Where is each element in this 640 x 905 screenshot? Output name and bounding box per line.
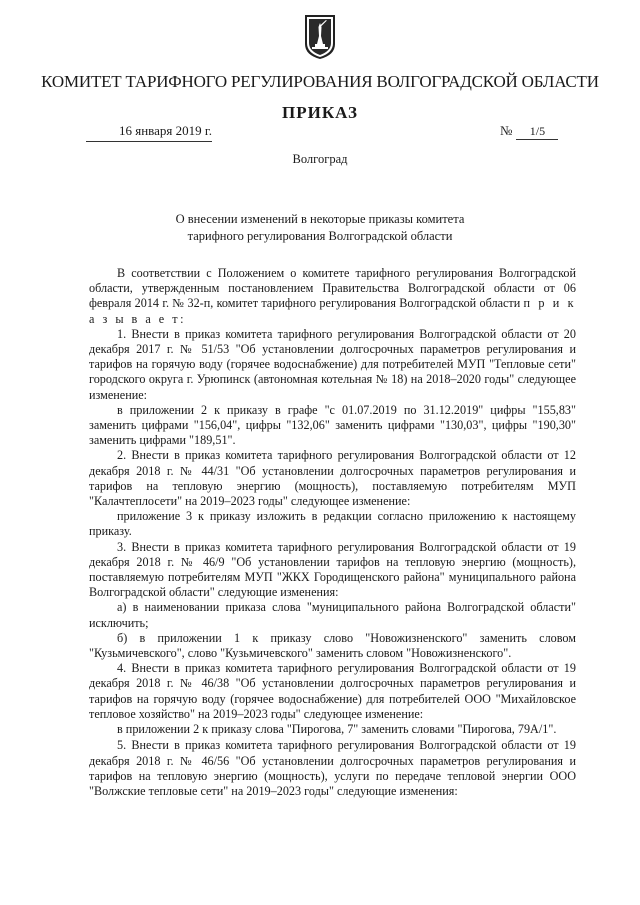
orders-word: п р и к а з ы в а е т: xyxy=(89,296,576,326)
item-3-a: а) в наименовании приказа слова "муниципального района Волгоградской области" исключить; xyxy=(89,600,576,630)
order-number-value: 1/5 xyxy=(516,124,558,140)
item-2: 2. Внести в приказ комитета тарифного регулирования Волгоградской области от 12 декабря 2018 г. № 44/31 "Об установлении долгосрочных параметров регулирования и тарифов на тепловую энергию (мощность), поставляемую потребителям МУП "Калачтеплосети" на 2019–2023 годы" следующее изменение: xyxy=(89,448,576,509)
document-type: ПРИКАЗ xyxy=(282,103,358,122)
order-date: 16 января 2019 г. xyxy=(86,123,212,142)
order-body xyxy=(89,266,576,799)
volgograd-emblem-icon xyxy=(304,14,336,60)
subject-line-1: О внесении изменений в некоторые приказы комитета xyxy=(175,212,465,226)
item-3: 3. Внести в приказ комитета тарифного регулирования Волгоградской области от 19 декабря 2018 г. № 46/9 "Об установлении тарифов на тепловую энергию (мощность), поставляемую потребителям МУП "ЖКХ Городищенского района" муниципального района Волгоградской области" следующие изменения: xyxy=(89,539,576,600)
item-1-change: в приложении 2 к приказу в графе "с 01.07.2019 по 31.12.2019" цифры "155,83" заменить цифрами "156,04", цифры "132,06" заменить цифрами "130,03", цифры "190,30" заменить цифрами "189,51". xyxy=(89,402,576,448)
item-1: 1. Внести в приказ комитета тарифного регулирования Волгоградской области от 20 декабря 2017 г. № 51/53 "Об установлении долгосрочных параметров регулирования и тарифов на горячую воду (горячее водоснабжение) для потребителей МУП "Тепловые сети" городского округа г. Урюпинск (автономная котельная № 18) на 2018–2020 годы" следующее изменение: xyxy=(89,326,576,402)
order-number xyxy=(500,123,558,140)
committee-name: КОМИТЕТ ТАРИФНОГО РЕГУЛИРОВАНИЯ ВОЛГОГРАДСКОЙ ОБЛАСТИ xyxy=(41,72,599,91)
preamble xyxy=(89,266,576,327)
number-sign: № xyxy=(500,123,513,138)
item-2-change: приложение 3 к приказу изложить в редакции согласно приложению к настоящему приказу. xyxy=(89,509,576,539)
order-subject xyxy=(100,211,540,245)
subject-line-2: тарифного регулирования Волгоградской области xyxy=(187,229,453,243)
item-5: 5. Внести в приказ комитета тарифного регулирования Волгоградской области от 19 декабря 2018 г. № 46/56 "Об установлении долгосрочных параметров регулирования и тарифов на тепловую энергию (мощность), услуги по передаче тепловой энергии ООО "Волжские тепловые сети" на 2019–2023 годы" следующие изменения: xyxy=(89,738,576,798)
preamble-text: В соответствии с Положением о комитете тарифного регулирования Волгоградской области, утвержденным постановлением Правительства Волгоградской области от 06 февраля 2014 г. № 32-п, комитет тарифного регулирования Волгоградской области xyxy=(89,266,576,311)
item-4: 4. Внести в приказ комитета тарифного регулирования Волгоградской области от 19 декабря 2018 г. № 46/38 "Об установлении долгосрочных параметров регулирования и тарифов на горячую воду (горячее водоснабжение) для потребителей ООО "Михайловское тепловое хозяйство" на 2019–2023 годы" следующее изменение: xyxy=(89,661,576,721)
item-4-change: в приложении 2 к приказу слова "Пирогова, 7" заменить словами "Пирогова, 79А/1". xyxy=(117,722,557,737)
city: Волгоград xyxy=(292,152,348,166)
item-3-b: б) в приложении 1 к приказу слово "Новожизненского" заменить словом "Кузьмичевского", слово "Кузьмичевского" заменить словом "Новожизненского". xyxy=(89,630,576,661)
